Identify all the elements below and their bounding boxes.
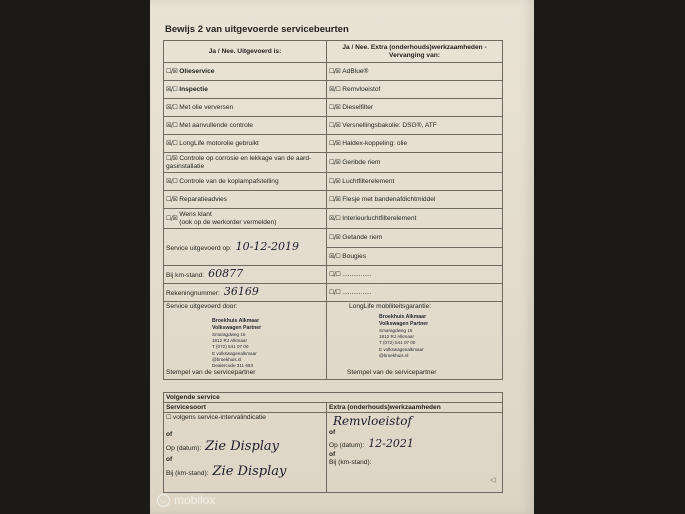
row-label: Bougies bbox=[342, 253, 367, 260]
table-row bbox=[164, 135, 503, 153]
dealer-stamp-left: Broekhuis Alkmaar Volkswagen Partner Smaragdweg 16 1812 RJ Alkmaar T (072) 541 07 00 E volkswagenalkmaar @broekhuis.nl Dealercode 311 693 bbox=[212, 318, 262, 368]
next-service-table: Volgende service Servicesoort Extra (onderhouds)werkzaamheden ☐ volgens service-intervalindicatie of Op (datum): Zie Display of Bij (km-stand): Zie Display Remvloeistof of Op (datum): 12-2021 of Bij (km-stand): bbox=[163, 392, 503, 493]
row-label: Remvloeistof bbox=[342, 85, 381, 93]
checkbox-pair: ☒/☐ bbox=[166, 139, 178, 147]
serviced-by-label: Service uitgevoerd door: bbox=[166, 303, 238, 310]
next-extra-item: Remvloeistof bbox=[333, 414, 412, 428]
checkbox-pair: ☐/☐ bbox=[329, 270, 341, 278]
row-label: Interieurluchtfilterelement bbox=[342, 214, 417, 222]
table-row bbox=[164, 153, 503, 173]
row-label: Inspectie bbox=[179, 85, 208, 93]
table-header-row bbox=[164, 41, 503, 63]
checkbox-pair: ☐/☒ bbox=[166, 215, 178, 223]
row-label: Getande riem bbox=[342, 234, 383, 241]
longlife-label: LongLife mobiliteitsgarantie: bbox=[349, 303, 432, 310]
table-row bbox=[164, 229, 503, 266]
checkbox-pair: ☒/☐ bbox=[166, 103, 178, 111]
row-label: AdBlue® bbox=[342, 67, 369, 75]
page-corner-marker-icon: ◁ bbox=[490, 477, 496, 484]
invoice-value: 36169 bbox=[223, 285, 259, 299]
row-label: Wens klant (ook op de werkorder vermelden) bbox=[179, 210, 277, 226]
checkbox-pair: ☒/☐ bbox=[329, 253, 341, 260]
row-label: Met aanvullende controle bbox=[179, 121, 253, 129]
checkbox-pair: ☐/☒ bbox=[329, 139, 341, 147]
col-right-heading: Extra (onderhouds)werkzaamheden bbox=[327, 403, 503, 413]
row-label: Flesje met bandenafdichtmiddel bbox=[342, 195, 436, 203]
km-value: 60877 bbox=[208, 267, 244, 281]
checkbox-pair: ☐/☒ bbox=[166, 154, 178, 162]
next-km-label: Bij (km-stand): bbox=[166, 469, 209, 477]
table-row bbox=[164, 81, 503, 99]
next-extra-date-value: 12-2021 bbox=[368, 437, 414, 451]
checkbox-pair: ☒/☐ bbox=[166, 177, 178, 185]
row-label: Haldex-koppeling: olie bbox=[342, 139, 408, 147]
table-row bbox=[164, 209, 503, 229]
stamp-label-right: Stempel van de servicepartner bbox=[347, 369, 437, 377]
checkbox-pair: ☒/☐ bbox=[329, 214, 341, 222]
row-label: Versnellingsbakolie: DSG®, ATF bbox=[342, 121, 437, 129]
row-label: ................ bbox=[342, 288, 372, 296]
row-label: Controle van de koplampafstelling bbox=[179, 177, 279, 185]
table-row bbox=[164, 266, 503, 284]
checkbox-pair: ☒/☐ bbox=[166, 85, 178, 93]
checkbox-pair: ☐/☒ bbox=[166, 67, 178, 75]
service-date-value: 10-12-2019 bbox=[235, 239, 300, 253]
row-label: Reparatieadvies bbox=[179, 195, 227, 203]
checkbox-pair: ☐/☒ bbox=[329, 67, 341, 75]
mobilox-logo-icon: ◡ bbox=[157, 494, 170, 507]
km-label: Bij km-stand: bbox=[166, 272, 205, 280]
row-label: Luchtfilterelement bbox=[342, 177, 395, 185]
next-extra-km-label: Bij (km-stand): bbox=[329, 459, 372, 467]
checkbox-pair: ☐/☐ bbox=[329, 288, 341, 296]
row-label: Geribde riem bbox=[342, 158, 381, 166]
next-extra-date-label: Op (datum): bbox=[329, 442, 365, 450]
table-row bbox=[164, 173, 503, 191]
next-service-heading: Volgende service bbox=[164, 393, 503, 403]
checkbox-pair: ☒/☐ bbox=[329, 85, 341, 93]
watermark-text: mobilox bbox=[174, 493, 216, 507]
next-date-label: Op (datum): bbox=[166, 445, 202, 453]
page-title: Bewijs 2 van uitgevoerde servicebeurten bbox=[165, 24, 349, 35]
checkbox-pair: ☐/☒ bbox=[329, 158, 341, 166]
row-label: Olieservice bbox=[179, 67, 215, 75]
checkbox-pair: ☒/☐ bbox=[166, 121, 178, 129]
service-date-label: Service uitgevoerd op: bbox=[166, 244, 232, 252]
row-label: LongLife motorolie gebruikt bbox=[179, 139, 259, 147]
interval-label: volgens service-intervalindicatie bbox=[172, 414, 266, 421]
table-row bbox=[164, 63, 503, 81]
dealer-stamp-right: Broekhuis Alkmaar Volkswagen Partner Smaragdweg 16 1812 RJ Alkmaar T (072) 541 07 00 E volkswagenalkmaar @broekhuis.nl bbox=[379, 314, 429, 358]
invoice-label: Rekeningnummer: bbox=[166, 290, 220, 298]
header-left: Ja / Nee. Uitgevoerd is: bbox=[164, 41, 327, 63]
next-km-value: Zie Display bbox=[212, 463, 287, 479]
checkbox-pair: ☐/☒ bbox=[329, 234, 341, 241]
interval-checkbox: ☐ bbox=[166, 414, 171, 421]
table-row bbox=[164, 284, 503, 302]
row-label: Controle op corrosie en lekkage van de aard-gasinstallatie bbox=[166, 154, 312, 170]
table-row bbox=[164, 99, 503, 117]
stamp-label-left: Stempel van de servicepartner bbox=[166, 369, 256, 377]
header-right: Ja / Nee. Extra (onderhouds)werkzaamheden - Vervanging van: bbox=[327, 41, 503, 63]
row-label: Met olie verversen bbox=[179, 103, 234, 111]
mobilox-watermark bbox=[157, 493, 215, 507]
service-booklet-page bbox=[150, 0, 534, 514]
table-row bbox=[164, 117, 503, 135]
row-label: ................ bbox=[342, 270, 372, 278]
row-label: Dieselfilter bbox=[342, 103, 374, 111]
checkbox-pair: ☐/☒ bbox=[329, 195, 341, 203]
next-date-value: Zie Display bbox=[205, 439, 280, 455]
table-row bbox=[164, 191, 503, 209]
checkbox-pair: ☐/☒ bbox=[329, 177, 341, 185]
checkbox-pair: ☐/☒ bbox=[166, 195, 178, 203]
checkbox-pair: ☐/☒ bbox=[329, 103, 341, 111]
col-left-heading: Servicesoort bbox=[164, 403, 327, 413]
checkbox-pair: ☐/☒ bbox=[329, 121, 341, 129]
